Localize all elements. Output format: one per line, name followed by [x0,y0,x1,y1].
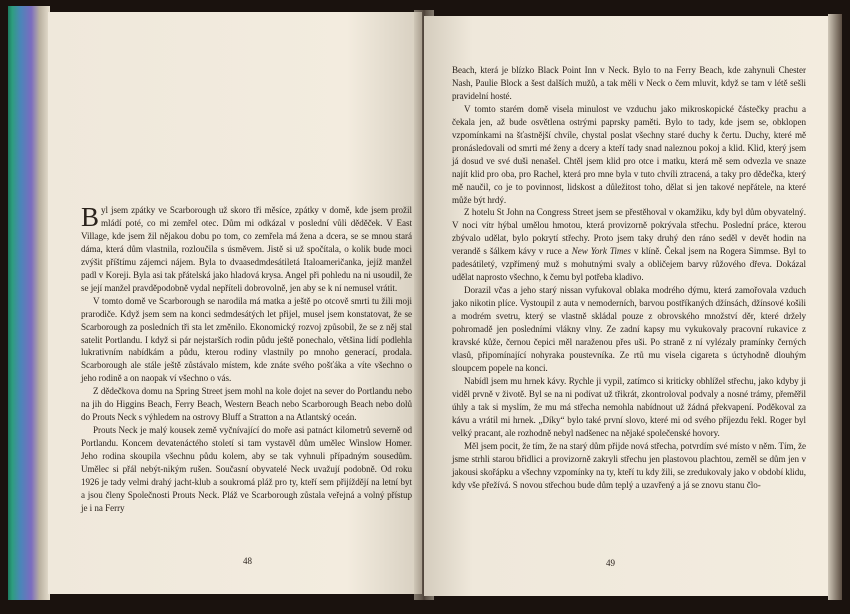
paragraph: Dorazil včas a jeho starý nissan vyfukoval oblaka modrého dýmu, která zamořovala vzduch jako nikotin plíce. Vystoupil z auta v nemoderních, barvou postříkaných džínsách, džínsové košili a modrém svetru, který se vlastně skládal pouze z obrovského množství děr, které držely pohromadě jen posledními vlákny vlny. Ze zadní kapsy mu vykukovaly pracovní rukavice z kravské kůže, černou čepici měl naraženou přes uši. Po straně z ní vylézaly pramínky černých vlasů, připomínající nohyraka poustevníka. Ze rtů mu visela cigareta s úctyhodně dlouhým sloupcem popele na konci. [452,285,806,373]
paragraph: Z hotelu St John na Congress Street jsem se přestěhoval v okamžiku, kdy byl dům obyvatelný. V noci vítr hýbal umělou hmotou, která provizorně pokrývala střechu. Poslední práce, kterou zbývalo udělat, bylo pokrytí střechy. Proto jsem taky druhý den ráno seděl v devět hodin na verandě s šálkem kávy v ruce a New York Times v klíně. Čekal jsem na Rogera Simmse. Byl to padesátiletý, vzpřímený muž s mohutnými svaly a obličejem barvy růžového dřeva. Dokázal udělat naprosto všechno, k čemu byl potřeba kladivo. [452,207,806,283]
page-edges [8,6,50,600]
page-number: 49 [606,558,615,568]
page-edges-right [828,14,842,600]
paragraph: Nabídl jsem mu hrnek kávy. Rychle ji vypil, zatímco si kriticky obhlížel střechu, jako kdyby ji viděl prvně v životě. Byl se na ni podívat už třikrát, zkontroloval podvaly a nosné trámy, přeměřil úhly a tak si myslím, že mu má střecha nemohla nabídnout už žádná překvapení. Poděkoval za kávu a vrátil mi hrnek. „Díky“ bylo také první slovo, které mi od svého příjezdu řekl. Roger byl velký pracant, ale rozhodně nebyl nadšenec na nějaké společenské hovory. [452,375,806,438]
paragraph: Prouts Neck je malý kousek země vyčnívající do moře asi patnáct kilometrů severně od Portlandu. Koncem devatenáctého století si tam vystavěl dům umělec Winslow Homer. Jeho rodina skoupila všechnu půdu kolem, aby se tak vyhnuli případným sousedům. Umělec si přál nebýt-nikým rušen. Současní obyvatelé Neck uvažují podobně. Od roku 1926 je tady velmi drahý jacht-klub a soukromá pláž pro ty, kteří sem přijíždějí na letní byt a jsou členy Společnosti Prouts Neck. Pláž ve Scarborough zůstala veřejná a volný přístup je i na Ferry [81,425,412,513]
newspaper-title: New York Times [571,246,631,257]
left-page [48,12,422,594]
page-number: 48 [243,556,252,566]
paragraph: V tomto starém domě visela minulost ve vzduchu jako mikroskopické částečky prachu a čekala jen, až bude osvětlena ostrými paprsky paměti. Bylo to tady, kde jsem se, obklopen vzpomínkami na šťastnější chvíle, chystal poslat všechny staré duchy k čertu. Duchy, které mě pronásledovali od smrti mé ženy a dcery a kteří tady snad naleznou pokoj a klid. Klid, který jsem já dosud ve své duši nenašel. Chtěl jsem klid pro otce i matku, která mě sem odvezla ve snaze najít klid pro oba, pro Rachel, která pro mne byla v tuto chvíli ztracená, a taky pro dědečka, který mě naučil, co je to povinnost, lidskost a důležitost toho, dělat si jen takové nepřátele, na které může být hrdý. [452,103,806,205]
drop-cap: B [81,202,99,232]
left-page-text [81,204,412,515]
paragraph: Měl jsem pocit, že tím, že na starý dům přijde nová střecha, potvrdím své místo v něm. Tím, že jsme strhli starou břidlici a provizorně zakryli střechu jen plastovou plachtou, zeměl se dům jen v jakousi skořápku a všechny vzpomínky na ty, kteří tu kdy žili, se zredukovaly jako v období klidu, kdy vše přežívá. S novou střechou bude dům teplý a uzavřený a já se znovu stanu člo- [452,440,806,490]
paragraph: V tomto domě ve Scarborough se narodila má matka a ještě po otcově smrti tu žili moji prarodiče. Když jsem sem na konci sedmdesátých let přijel, musel jsem konstatovat, že se Scarborough za posledních tři sta let změnilo. Ekonomický rozvoj způsobil, že se z něj stal satelit Portlandu. I když si pár nejstarších rodin půdu ještě ponechalo, většina lidí podlehla lukrativním nabídkám a půdu, kterou rodiny vlastnily po mnoho generací, prodala. Scarborough ale stále ještě zůstávalo místem, kde znáte svého pošťáka a víte všechno o jeho rodině a on naopak ví všechno o vás. [81,295,412,384]
right-page-text [452,64,806,491]
paragraph: Beach, která je blízko Black Point Inn v Neck. Bylo to na Ferry Beach, kde zahynuli Chester Nash, Paulie Block a šest dalších mužů, a tak měli v Neck o čem mluvit, když se tam v létě sešli pravidelní hosté. [452,65,806,101]
paragraph: Z dědečkova domu na Spring Street jsem mohl na kole dojet na sever do Portlandu nebo na jih do Higgins Beach, Ferry Beach, Western Beach nebo Scarborough Beach nebo dolů do Prouts Neck s výhledem na ostrovy Bluff a Stratton a na Atlantský oceán. [81,386,412,423]
right-page [424,16,828,596]
paragraph: Byl jsem zpátky ve Scarborough už skoro tři měsíce, zpátky v domě, kde jsem prožil mládí poté, co mi zemřel otec. Dům mi odkázal v poslední vůli děděček. V East Village, kde jsem žil nějakou dobu po tom, co zemřela má žena a dcera, se se mnou stará dáma, která dům vlastnila, rozloučila s úsměvem. Jistě si už spočítala, o kolik bude moci zvýšit příštímu zájemci nájem. Byla to dvaasedmdesátiletá Italoameričanka, jejíž manžel padl v Koreji. Byla asi tak přátelská jako hladová krysa. Angel při pohledu na ni usoudil, že se její manžel pravděpodobně vydal nepříteli dobrovolně, jen aby se k ní nemusel vrátit. [81,202,412,293]
